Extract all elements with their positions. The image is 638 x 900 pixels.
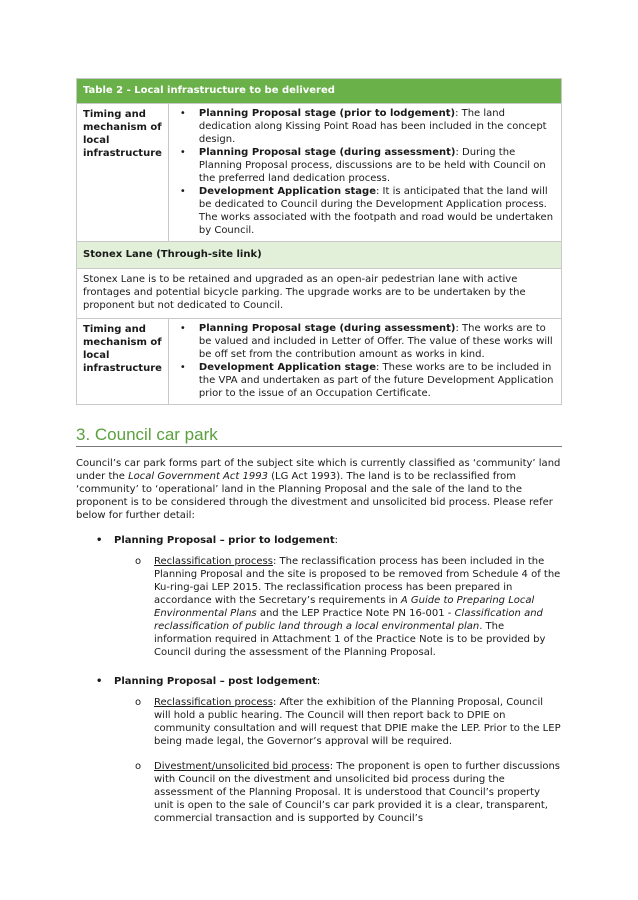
sub-item-title: Reclassification process (154, 556, 273, 567)
sub-item-text: : After the exhibition of the Planning Proposal, Council will hold a public hearing. The Council will then report back to DPIE on community consultation and will request that DPIE make the LEP. Prior to the LEP being made legal, the Governor’s approval will be required. (154, 697, 561, 747)
table-row (77, 319, 562, 405)
sub-item-text: : The reclassification process has been included in the Planning Proposal and the site is proposed to be removed from Schedule 4 of the Ku-ring-gai LEP 2015. The reclassification process has been prepared in accordance with the Secretary’s requirements in (154, 556, 561, 606)
item-heading: Development Application stage (198, 362, 376, 373)
row-label: Timing and mechanism of local infrastructure (77, 104, 169, 242)
section-intro (76, 457, 562, 522)
row-content (168, 104, 561, 242)
sub-marker: o (135, 556, 142, 567)
sub-marker: o (135, 697, 142, 708)
item-text: : The works are to be valued and included in Letter of Offer. The value of these works will be off set from the contribution amount as works in kind. (198, 323, 553, 360)
bullet-list (175, 322, 555, 400)
item-text: : It is anticipated that the land will be dedicated to Council during the Development Application process. The works associated with the footpath and road would be undertaken by Council. (198, 186, 554, 236)
item-text: : These works are to be included in the VPA and undertaken as part of the future Development Application prior to the issue of an Occupation Certificate. (198, 362, 554, 399)
bullet-marker: • (96, 535, 103, 546)
bullet-colon: : (334, 535, 338, 546)
bullet-list (175, 107, 555, 237)
table-row (77, 269, 562, 319)
sub-item-reclassification-post (76, 696, 562, 748)
list-item (175, 107, 555, 146)
item-text: : The land dedication along Kissing Point Road has been included in the concept design. (198, 108, 547, 145)
sub-marker: o (135, 761, 142, 772)
sub-item-text: and the LEP Practice Note PN 16-001 - (256, 608, 455, 619)
sub-item-divestment (76, 760, 562, 825)
item-text: : During the Planning Proposal process, discussions are to be held with Council on the preferred land dedication process. (198, 147, 546, 184)
sub-item-title: Divestment/unsolicited bid process (154, 761, 330, 772)
intro-text: (LG Act 1993). The land is to be reclassified from ‘community’ to ‘operational’ land in the Planning Proposal and the sale of the land to the proponent is to be considered through the divestment and unsolicited bid process. Please refer below for further detail: (76, 471, 553, 521)
list-item (175, 185, 555, 237)
bullet-prior-lodgement (76, 534, 562, 547)
sub-item-text: : The proponent is open to further discussions with Council on the divestment and unsolicited bid process during the assessment of the Planning Proposal. It is understood that Council’s property unit is open to the sale of Council’s car park provided it is a clear, transparent, commercial transaction and is supported by Council’s (154, 761, 561, 824)
bullet-post-lodgement (76, 675, 562, 688)
infrastructure-table (76, 78, 562, 405)
table-subheading: Stonex Lane (Through-site link) (77, 242, 562, 269)
subheading-description: Stonex Lane is to be retained and upgraded as an open-air pedestrian lane with active frontages and potential bicycle parking. The upgrade works are to be undertaken by the proponent but not dedicated to Council. (77, 269, 562, 319)
list-item (175, 146, 555, 185)
doc-title: A Guide to Preparing Local Environmental Plans (154, 595, 535, 619)
table-subheading-row (77, 242, 562, 269)
item-heading: Planning Proposal stage (prior to lodgement) (198, 108, 456, 119)
item-heading: Development Application stage (198, 186, 376, 197)
intro-text: Council’s car park forms part of the subject site which is currently classified as ‘community’ land under the (76, 458, 561, 482)
list-item (175, 322, 555, 361)
item-heading: Planning Proposal stage (during assessment) (198, 323, 456, 334)
item-heading: Planning Proposal stage (during assessment) (198, 147, 456, 158)
table-row (77, 104, 562, 242)
table-header-row (77, 79, 562, 104)
bullet-marker: • (96, 676, 103, 687)
list-item (175, 361, 555, 400)
bullet-heading: Planning Proposal – prior to lodgement (114, 535, 335, 546)
sub-item-title: Reclassification process (154, 697, 273, 708)
bullet-colon: : (316, 676, 321, 687)
sub-item-reclassification (76, 555, 562, 659)
act-name: Local Government Act 1993 (128, 471, 268, 482)
row-label: Timing and mechanism of local infrastructure (77, 319, 169, 405)
doc-title: Classification and reclassification of public land through a local environmental plan (154, 608, 543, 632)
bullet-heading: Planning Proposal – post lodgement (114, 676, 317, 687)
document-page (76, 78, 562, 825)
table-title: Table 2 - Local infrastructure to be delivered (77, 79, 562, 104)
sub-item-text: . The information required in Attachment 1 of the Practice Note is to be provided by Council during the assessment of the Planning Proposal. (154, 621, 546, 658)
row-content (168, 319, 561, 405)
section-heading: 3. Council car park (76, 425, 562, 447)
